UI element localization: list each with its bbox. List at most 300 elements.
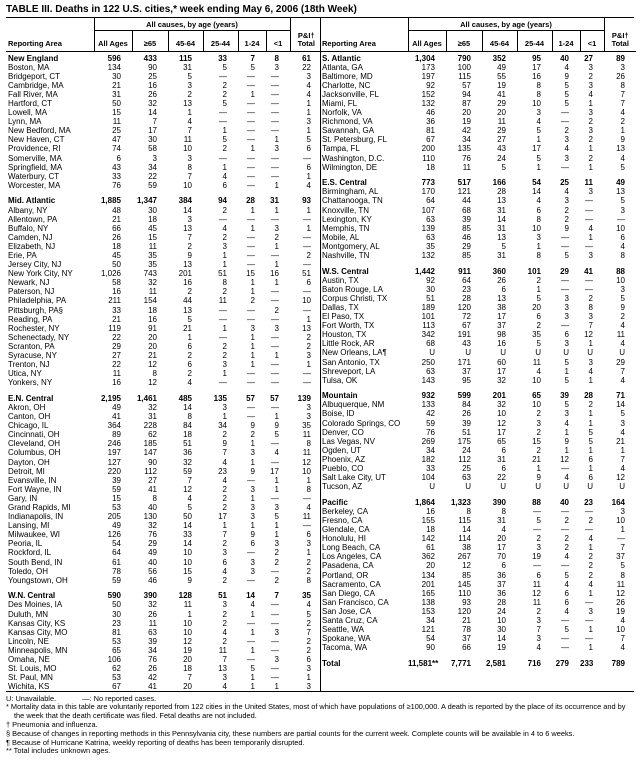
- value-cell: 153: [421, 606, 435, 616]
- value-cell: 743: [143, 269, 157, 279]
- value-cell: 911: [458, 266, 471, 276]
- value-cell: 1: [250, 360, 255, 370]
- value-cell: U: [500, 482, 506, 492]
- value-cell: 362: [421, 552, 435, 562]
- value-cell: 93: [302, 196, 311, 206]
- value-cell: 9: [564, 436, 569, 446]
- value-cell: 42: [426, 409, 435, 419]
- value-cell: 11: [302, 448, 311, 458]
- value-cell: 59: [112, 575, 121, 585]
- city-row: [6, 224, 322, 233]
- city-row: [320, 625, 636, 634]
- value-cell: 1: [222, 412, 227, 422]
- value-cell: —: [561, 162, 569, 172]
- reporting-area-cell: Buffalo, NY: [8, 223, 49, 233]
- value-cell: 4: [620, 427, 625, 437]
- value-cell: 5: [588, 427, 593, 437]
- value-cell: 789: [611, 658, 625, 668]
- value-cell: 17: [532, 62, 541, 72]
- value-cell: 1: [306, 673, 311, 683]
- value-cell: 5: [222, 135, 227, 145]
- value-cell: 8: [187, 162, 192, 172]
- value-cell: —: [271, 618, 279, 628]
- value-cell: 3: [564, 302, 569, 312]
- reporting-area-cell: Wilmington, DE: [322, 162, 378, 172]
- reporting-area-cell: Milwaukee, WI: [8, 530, 61, 540]
- value-cell: —: [303, 369, 311, 379]
- reporting-area-cell: Philadelphia, PA: [8, 296, 67, 306]
- value-cell: 19: [497, 643, 506, 653]
- reporting-area-cell: St. Petersburg, FL: [322, 135, 387, 145]
- city-row: [6, 600, 322, 609]
- value-cell: 3: [222, 360, 227, 370]
- value-cell: 115: [179, 53, 192, 63]
- city-row: [6, 448, 322, 457]
- value-cell: U: [465, 348, 471, 358]
- value-cell: 45: [148, 223, 157, 233]
- reporting-area-cell: Birmingham, AL: [322, 187, 379, 197]
- value-cell: 11: [584, 178, 593, 188]
- value-cell: 134: [107, 62, 121, 72]
- reporting-area-cell: Worcester, MA: [8, 180, 61, 190]
- value-cell: 8: [306, 439, 311, 449]
- value-cell: 24: [462, 445, 471, 455]
- value-cell: 37: [497, 579, 506, 589]
- value-cell: 7: [187, 171, 192, 181]
- value-cell: 133: [421, 400, 435, 410]
- value-cell: —: [303, 378, 311, 388]
- value-cell: 10: [302, 466, 311, 476]
- value-cell: 1: [588, 98, 593, 108]
- value-cell: 3: [274, 539, 279, 549]
- value-cell: 26: [148, 664, 157, 674]
- reporting-area-cell: New Orleans, LA¶: [322, 348, 387, 358]
- value-cell: 5: [501, 162, 506, 172]
- value-cell: 20: [497, 534, 506, 544]
- value-cell: —: [561, 117, 569, 127]
- reporting-area-cell: Pasadena, CA: [322, 561, 374, 571]
- value-cell: 18: [148, 214, 157, 224]
- reporting-area-cell: Knoxville, TN: [322, 205, 369, 215]
- value-cell: 3: [564, 293, 569, 303]
- value-cell: 4: [187, 493, 192, 503]
- value-cell: 3: [222, 241, 227, 251]
- value-cell: 29: [497, 126, 506, 136]
- value-cell: 28: [497, 187, 506, 197]
- reporting-area-cell: St. Louis, MO: [8, 664, 57, 674]
- city-row: [6, 360, 322, 369]
- reporting-area-cell: E.S. Central: [322, 178, 367, 188]
- value-cell: 130: [143, 512, 157, 522]
- value-cell: 5: [564, 89, 569, 99]
- reporting-area-cell: Jacksonville, FL: [322, 89, 379, 99]
- value-cell: 4: [620, 643, 625, 653]
- value-cell: 128: [178, 591, 192, 601]
- value-cell: 1: [620, 126, 625, 136]
- value-cell: 5: [620, 293, 625, 303]
- value-cell: 2: [222, 618, 227, 628]
- section-row: [320, 178, 636, 187]
- value-cell: 2: [222, 341, 227, 351]
- value-cell: 4: [187, 117, 192, 127]
- value-cell: —: [271, 378, 279, 388]
- value-cell: 22: [112, 360, 121, 370]
- city-row: [6, 530, 322, 539]
- value-cell: —: [561, 232, 569, 242]
- legend-unavailable: U: Unavailable.: [6, 694, 57, 704]
- value-cell: 19: [183, 645, 192, 655]
- value-cell: 21: [112, 214, 121, 224]
- value-cell: 85: [462, 250, 471, 260]
- value-cell: 2: [536, 534, 541, 544]
- value-cell: 134: [421, 570, 435, 580]
- value-cell: 20: [183, 655, 192, 664]
- reporting-area-cell: Atlanta, GA: [322, 62, 363, 72]
- value-cell: 384: [178, 196, 192, 206]
- city-row: [320, 428, 636, 437]
- footnote: ¶ Because of Hurricane Katrina, weekly reporting of deaths has been temporarily disrupted.: [6, 737, 305, 747]
- city-row: [320, 117, 636, 126]
- city-row: [6, 673, 322, 682]
- value-cell: 220: [107, 466, 121, 476]
- reporting-area-cell: New York City, NY: [8, 269, 73, 279]
- value-cell: 49: [148, 548, 157, 558]
- age-column-header: 45-64: [168, 31, 203, 52]
- reporting-area-cell: St. Paul, MN: [8, 673, 53, 683]
- value-cell: 269: [421, 436, 435, 446]
- value-cell: 41: [148, 484, 157, 494]
- city-row: [6, 260, 322, 269]
- value-cell: 12: [616, 588, 625, 598]
- value-cell: —: [585, 525, 593, 535]
- value-cell: 16: [148, 314, 157, 324]
- value-cell: 46: [148, 575, 157, 585]
- value-cell: 37: [462, 634, 471, 644]
- value-cell: 716: [527, 658, 541, 668]
- reporting-area-cell: Kansas City, MO: [8, 627, 68, 637]
- value-cell: 154: [143, 296, 157, 306]
- column-header-row: [320, 31, 636, 52]
- value-cell: 9: [250, 530, 255, 540]
- city-row: [320, 455, 636, 464]
- value-cell: 2: [222, 575, 227, 585]
- value-cell: 16: [112, 378, 121, 388]
- value-cell: 4: [620, 616, 625, 626]
- value-cell: 35: [532, 330, 541, 340]
- value-cell: 4: [620, 464, 625, 474]
- value-cell: 10: [497, 616, 506, 626]
- table-body-right: [320, 51, 636, 668]
- reporting-area-cell: Phoenix, AZ: [322, 454, 366, 464]
- value-cell: —: [561, 321, 569, 331]
- value-cell: 64: [462, 275, 471, 285]
- value-cell: 3: [222, 548, 227, 558]
- value-cell: 81: [112, 627, 121, 637]
- value-cell: 12: [302, 457, 311, 467]
- value-cell: 34: [218, 421, 227, 431]
- value-cell: 126: [107, 530, 121, 540]
- value-cell: 1,442: [414, 266, 435, 276]
- value-cell: 10: [183, 557, 192, 567]
- value-cell: 26: [112, 232, 121, 242]
- value-cell: 9: [620, 135, 625, 145]
- value-cell: 15: [112, 108, 121, 118]
- value-cell: —: [247, 575, 255, 585]
- value-cell: 1,461: [136, 393, 157, 403]
- value-cell: 2: [222, 636, 227, 646]
- value-cell: 115: [458, 516, 471, 525]
- value-cell: 2: [274, 305, 279, 315]
- value-cell: 22: [112, 332, 121, 342]
- value-cell: 1: [306, 108, 311, 118]
- pi-total-header: P&I† Total: [604, 31, 636, 52]
- value-cell: 63: [426, 214, 435, 224]
- value-cell: 170: [421, 187, 435, 197]
- value-cell: 1: [250, 673, 255, 683]
- value-cell: 22: [302, 62, 311, 72]
- value-cell: 38: [462, 543, 471, 553]
- value-cell: 74: [112, 144, 121, 154]
- value-cell: 16: [148, 80, 157, 90]
- reporting-area-cell: Mobile, AL: [322, 232, 360, 242]
- reporting-area-cell: San Jose, CA: [322, 606, 371, 616]
- value-cell: —: [585, 275, 593, 285]
- value-cell: 2: [250, 296, 255, 306]
- table-header-left: [6, 18, 322, 51]
- value-cell: 10: [183, 618, 192, 628]
- value-cell: 47: [112, 135, 121, 145]
- value-cell: 12: [148, 360, 157, 370]
- value-cell: 24: [497, 606, 506, 616]
- reporting-area-cell: Glendale, CA: [322, 525, 370, 535]
- value-cell: 3: [588, 357, 593, 367]
- reporting-area-cell: El Paso, TX: [322, 312, 365, 322]
- value-cell: 3: [588, 80, 593, 90]
- footnote: ** Total includes unknown ages.: [6, 746, 111, 756]
- city-row: [320, 108, 636, 117]
- value-cell: 15: [246, 269, 255, 279]
- value-cell: 1: [274, 180, 279, 190]
- value-cell: 1: [536, 241, 541, 251]
- reporting-area-cell: South Bend, IN: [8, 557, 63, 567]
- value-cell: 61: [426, 543, 435, 553]
- value-cell: 6: [306, 530, 311, 540]
- value-cell: 4: [620, 153, 625, 163]
- value-cell: 1: [274, 521, 279, 531]
- value-cell: —: [585, 214, 593, 224]
- reporting-area-cell: Fort Wayne, IN: [8, 484, 62, 494]
- value-cell: 50: [183, 512, 192, 522]
- value-cell: 3: [250, 323, 255, 333]
- value-cell: 6: [564, 588, 569, 598]
- value-cell: —: [271, 214, 279, 224]
- reporting-area-cell: Little Rock, AR: [322, 339, 375, 349]
- reporting-area-cell: W.S. Central: [322, 266, 369, 276]
- reporting-area-cell: Chicago, IL: [8, 421, 49, 431]
- value-cell: 6: [222, 180, 227, 190]
- city-row: [320, 516, 636, 525]
- value-cell: —: [303, 241, 311, 251]
- deaths-table-container: [6, 17, 634, 692]
- value-cell: —: [247, 214, 255, 224]
- value-cell: 63: [426, 366, 435, 376]
- value-cell: 23: [218, 466, 227, 476]
- value-cell: 6: [306, 144, 311, 154]
- reporting-area-cell: Kansas City, KS: [8, 618, 66, 628]
- reporting-area-cell: Pittsburgh, PA§: [8, 305, 63, 315]
- section-row: [320, 51, 636, 63]
- value-cell: 6: [536, 570, 541, 580]
- value-cell: U: [465, 482, 471, 492]
- value-cell: 4: [564, 62, 569, 72]
- reporting-area-cell: San Francisco, CA: [322, 597, 389, 607]
- value-cell: 18: [426, 525, 435, 535]
- value-cell: 110: [422, 153, 435, 163]
- value-cell: 3: [620, 418, 625, 428]
- city-row: [320, 543, 636, 552]
- city-row: [6, 172, 322, 181]
- city-row: [6, 181, 322, 190]
- value-cell: 1: [306, 98, 311, 108]
- value-cell: 62: [148, 430, 157, 440]
- value-cell: 599: [457, 391, 471, 401]
- value-cell: 88: [532, 497, 541, 507]
- value-cell: 58: [112, 278, 121, 288]
- value-cell: 59: [183, 466, 192, 476]
- value-cell: 1: [306, 171, 311, 181]
- value-cell: 13: [497, 293, 506, 303]
- value-cell: —: [303, 287, 311, 297]
- reporting-area-cell: Seattle, WA: [322, 625, 364, 635]
- city-row: [6, 458, 322, 467]
- value-cell: —: [271, 636, 279, 646]
- value-cell: 3: [250, 566, 255, 576]
- value-cell: 3: [274, 62, 279, 72]
- value-cell: 59: [112, 484, 121, 494]
- value-cell: 14: [497, 634, 506, 644]
- value-cell: 1: [588, 144, 593, 154]
- value-cell: 4: [501, 525, 506, 535]
- value-cell: 1: [536, 135, 541, 145]
- value-cell: 20: [497, 108, 506, 118]
- value-cell: 76: [426, 427, 435, 437]
- value-cell: 3: [306, 351, 311, 360]
- reporting-area-cell: Baton Rouge, LA: [322, 284, 383, 294]
- age-group-header: All causes, by age (years): [408, 18, 604, 31]
- value-cell: 20: [183, 682, 192, 692]
- value-cell: 7: [620, 634, 625, 644]
- city-row: [6, 126, 322, 135]
- value-cell: 8: [274, 53, 279, 63]
- city-row: [320, 144, 636, 153]
- value-cell: 90: [148, 62, 157, 72]
- value-cell: 3: [250, 448, 255, 458]
- value-cell: 11: [616, 579, 625, 589]
- city-row: [6, 154, 322, 163]
- value-cell: 120: [457, 606, 471, 616]
- value-cell: 76: [148, 530, 157, 540]
- value-cell: 21: [148, 351, 157, 360]
- value-cell: 42: [462, 126, 471, 136]
- value-cell: 1: [250, 609, 255, 619]
- city-row: [320, 376, 636, 385]
- city-row: [320, 400, 636, 409]
- value-cell: —: [585, 196, 593, 206]
- value-cell: 2: [274, 232, 279, 242]
- value-cell: 5: [222, 62, 227, 72]
- value-cell: 5: [306, 609, 311, 619]
- value-cell: 5: [536, 126, 541, 136]
- value-cell: 5: [187, 71, 192, 81]
- value-cell: 2: [306, 618, 311, 628]
- reporting-area-cell: Fresno, CA: [322, 516, 363, 525]
- value-cell: 11: [148, 618, 157, 628]
- section-row: [320, 498, 636, 507]
- value-cell: 27: [497, 135, 506, 145]
- value-cell: 1: [222, 369, 227, 379]
- value-cell: 7: [620, 454, 625, 464]
- value-cell: 2: [222, 430, 227, 440]
- value-cell: 36: [426, 117, 435, 127]
- value-cell: —: [271, 296, 279, 306]
- value-cell: 12: [148, 378, 157, 388]
- value-cell: 22: [148, 171, 157, 181]
- value-cell: 11: [112, 117, 121, 127]
- value-cell: 19: [616, 606, 625, 616]
- value-cell: 18: [148, 305, 157, 315]
- value-cell: 9: [222, 439, 227, 449]
- value-cell: 246: [107, 439, 121, 449]
- city-row: [320, 598, 636, 607]
- city-row: [6, 269, 322, 278]
- value-cell: 1: [274, 475, 279, 485]
- value-cell: 142: [421, 534, 435, 544]
- city-row: [6, 296, 322, 305]
- value-cell: 4: [588, 534, 593, 544]
- value-cell: 23: [462, 284, 471, 294]
- age-column-header: ≥65: [132, 31, 168, 52]
- reporting-area-cell: San Diego, CA: [322, 588, 375, 598]
- value-cell: 1: [306, 548, 311, 558]
- value-cell: 3: [564, 312, 569, 322]
- value-cell: 17: [497, 543, 506, 553]
- value-cell: —: [219, 108, 227, 118]
- value-cell: 33: [426, 464, 435, 474]
- value-cell: 106: [107, 655, 121, 664]
- value-cell: —: [585, 616, 593, 626]
- value-cell: 11: [183, 600, 192, 610]
- value-cell: 3: [588, 62, 593, 72]
- value-cell: 35: [148, 250, 157, 260]
- value-cell: —: [303, 493, 311, 503]
- value-cell: 56: [148, 566, 157, 576]
- city-row: [320, 358, 636, 367]
- value-cell: 31: [497, 250, 506, 260]
- reporting-area-cell: Boston, MA: [8, 62, 50, 72]
- value-cell: 6: [187, 341, 192, 351]
- reporting-area-header-spacer: [320, 18, 408, 31]
- value-cell: —: [271, 126, 279, 136]
- value-cell: 17: [270, 466, 279, 476]
- value-cell: 20: [532, 302, 541, 312]
- value-cell: 197: [421, 71, 435, 81]
- value-cell: 114: [458, 534, 471, 544]
- value-cell: 11: [497, 117, 506, 127]
- value-cell: 7: [620, 89, 625, 99]
- value-cell: 2: [187, 287, 192, 297]
- value-cell: 5: [274, 512, 279, 522]
- reporting-area-cell: Allentown, PA: [8, 214, 58, 224]
